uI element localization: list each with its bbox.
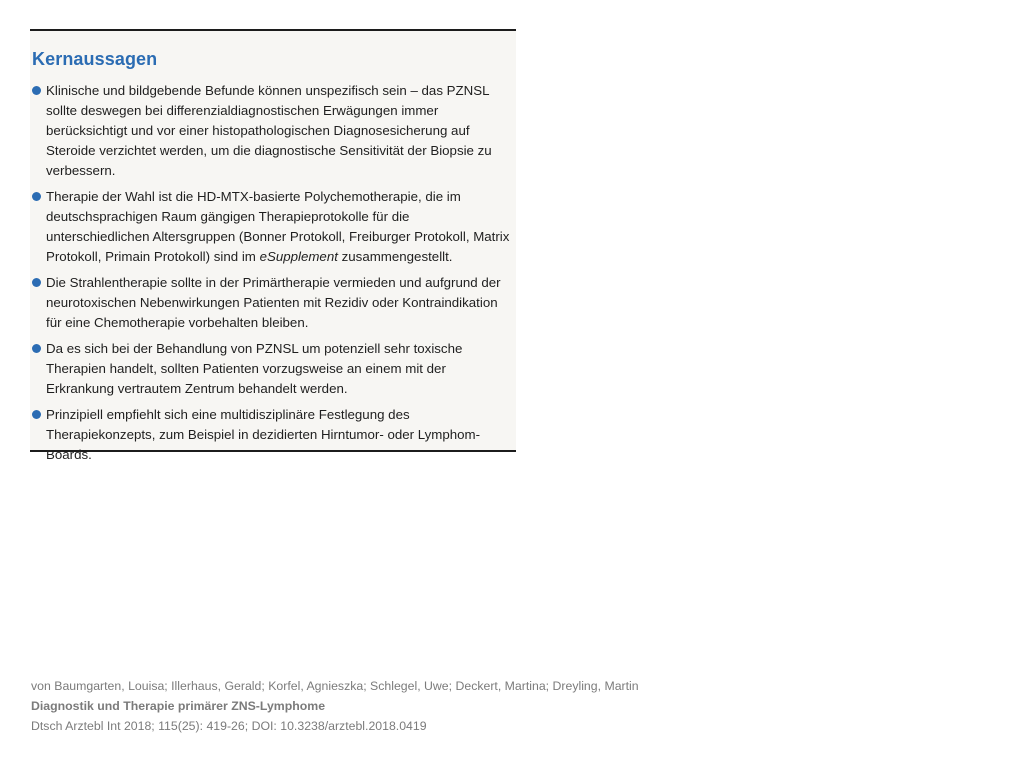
- bullet-dot-icon: [32, 410, 41, 419]
- citation: [31, 676, 639, 736]
- bullet-item: [30, 339, 516, 399]
- bullet-dot-icon: [32, 192, 41, 201]
- citation-authors: von Baumgarten, Louisa; Illerhaus, Gerald; Korfel, Agnieszka; Schlegel, Uwe; Deckert, Martina; Dreyling, Martin: [31, 679, 639, 693]
- bullet-text: Prinzipiell empfiehlt sich eine multidisziplinäre Festlegung des Therapiekonzepts, zum Beispiel in dezidierten Hirntumor- oder Lymphom-Boards.: [46, 407, 481, 462]
- bullet-dot-icon: [32, 344, 41, 353]
- bullet-text: Klinische und bildgebende Befunde können unspezifisch sein – das PZNSL sollte deswegen bei differenzialdiagnostischen Erwägungen immer berücksichtigt und vor einer histopathologischen Diagnosesicherung auf Steroide verzichtet werden, um die diagnostische Sensitivität der Biopsie zu verbessern.: [46, 83, 492, 178]
- bullet-emphasis: eSupplement: [259, 249, 338, 264]
- bullet-dot-icon: [32, 86, 41, 95]
- bullet-text: Die Strahlentherapie sollte in der Primärtherapie vermieden und aufgrund der neurotoxischen Nebenwirkungen Patienten mit Rezidiv oder Kontraindikation für eine Chemotherapie vorbehalten bleiben.: [46, 275, 501, 330]
- bullet-item: [30, 405, 516, 465]
- citation-title: Diagnostik und Therapie primärer ZNS-Lymphome: [31, 699, 326, 713]
- bullet-item: [30, 187, 516, 267]
- bullet-item: [30, 81, 516, 181]
- bullet-text-end: zusammengestellt.: [337, 249, 453, 264]
- bullet-text: Da es sich bei der Behandlung von PZNSL um potenziell sehr toxische Therapien handelt, sollten Patienten vorzugsweise an einem mit der Erkrankung vertrautem Zentrum behandelt werden.: [46, 341, 463, 396]
- bullet-list: [30, 81, 516, 471]
- bullet-dot-icon: [32, 278, 41, 287]
- citation-source: Dtsch Arztebl Int 2018; 115(25): 419-26; DOI: 10.3238/arztebl.2018.0419: [31, 719, 427, 733]
- key-statements-box: [30, 29, 516, 462]
- bullet-text: Therapie der Wahl ist die HD-MTX-basierte Polychemotherapie, die im deutschsprachigen Raum gängigen Therapieprotokolle für die unterschiedlichen Altersgruppen (Bonner Protokoll, Freiburger Protokoll, Matrix Protokoll, Primain Protokoll) sind im: [46, 189, 510, 264]
- bullet-item: [30, 273, 516, 333]
- box-title: Kernaussagen: [32, 49, 158, 69]
